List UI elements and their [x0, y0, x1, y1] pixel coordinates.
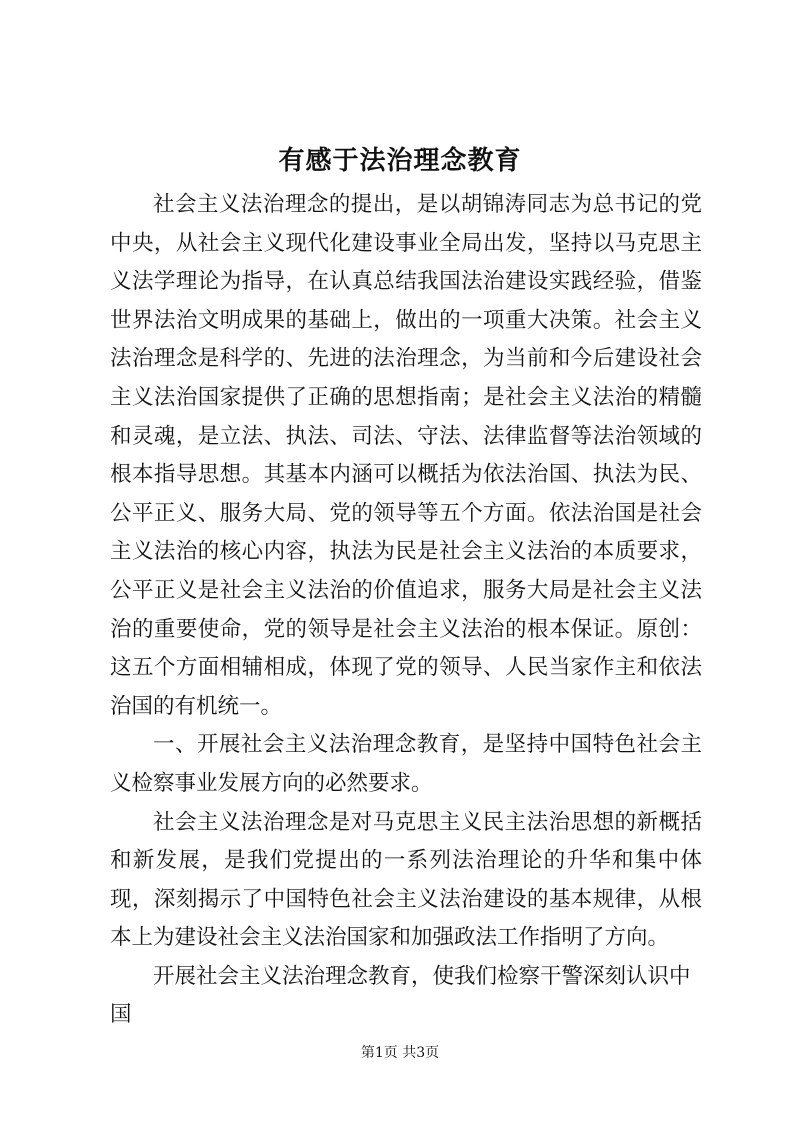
paragraph: 开展社会主义法治理念教育，使我们检察干警深刻认识中国 [110, 963, 691, 1028]
paragraph: 一、开展社会主义法治理念教育，是坚持中国特色社会主义检察事业发展方向的必然要求。 [110, 732, 702, 796]
page-footer [0, 1042, 800, 1062]
paragraph: 社会主义法治理念是对马克思主义民主法治思想的新概括和新发展，是我们党提出的一系列法治理论的升华和集中体现，深刻揭示了中国特色社会主义法治建设的基本规律，从根本上为建设社会主义法治国家和加强政法工作指明了方向。 [110, 809, 702, 951]
paragraph: 社会主义法治理念的提出，是以胡锦涛同志为总书记的党中央，从社会主义现代化建设事业全局出发，坚持以马克思主义法学理论为指导，在认真总结我国法治建设实践经验，借鉴世界法治文明成果的基础上，做出的一项重大决策。社会主义法治理念是科学的、先进的法治理念，为当前和今后建设社会主义法治国家提供了正确的思想指南；是社会主义法治的精髓和灵魂，是立法、执法、司法、守法、法律监督等法治领域的根本指导思想。其基本内涵可以概括为依法治国、执法为民、公平正义、服务大局、党的领导等五个方面。依法治国是社会主义法治的核心内容，执法为民是社会主义法治的本质要求，公平正义是社会主义法治的价值追求，服务大局是社会主义法治的重要使命，党的领导是社会主义法治的根本保证。原创：这五个方面相辅相成，体现了党的领导、人民当家作主和依法治国的有机统一。 [110, 192, 702, 719]
document-body [110, 186, 702, 1035]
document-title: 有感于法治理念教育 [278, 146, 522, 176]
page-number: 第1页 共3页 [360, 1045, 440, 1061]
